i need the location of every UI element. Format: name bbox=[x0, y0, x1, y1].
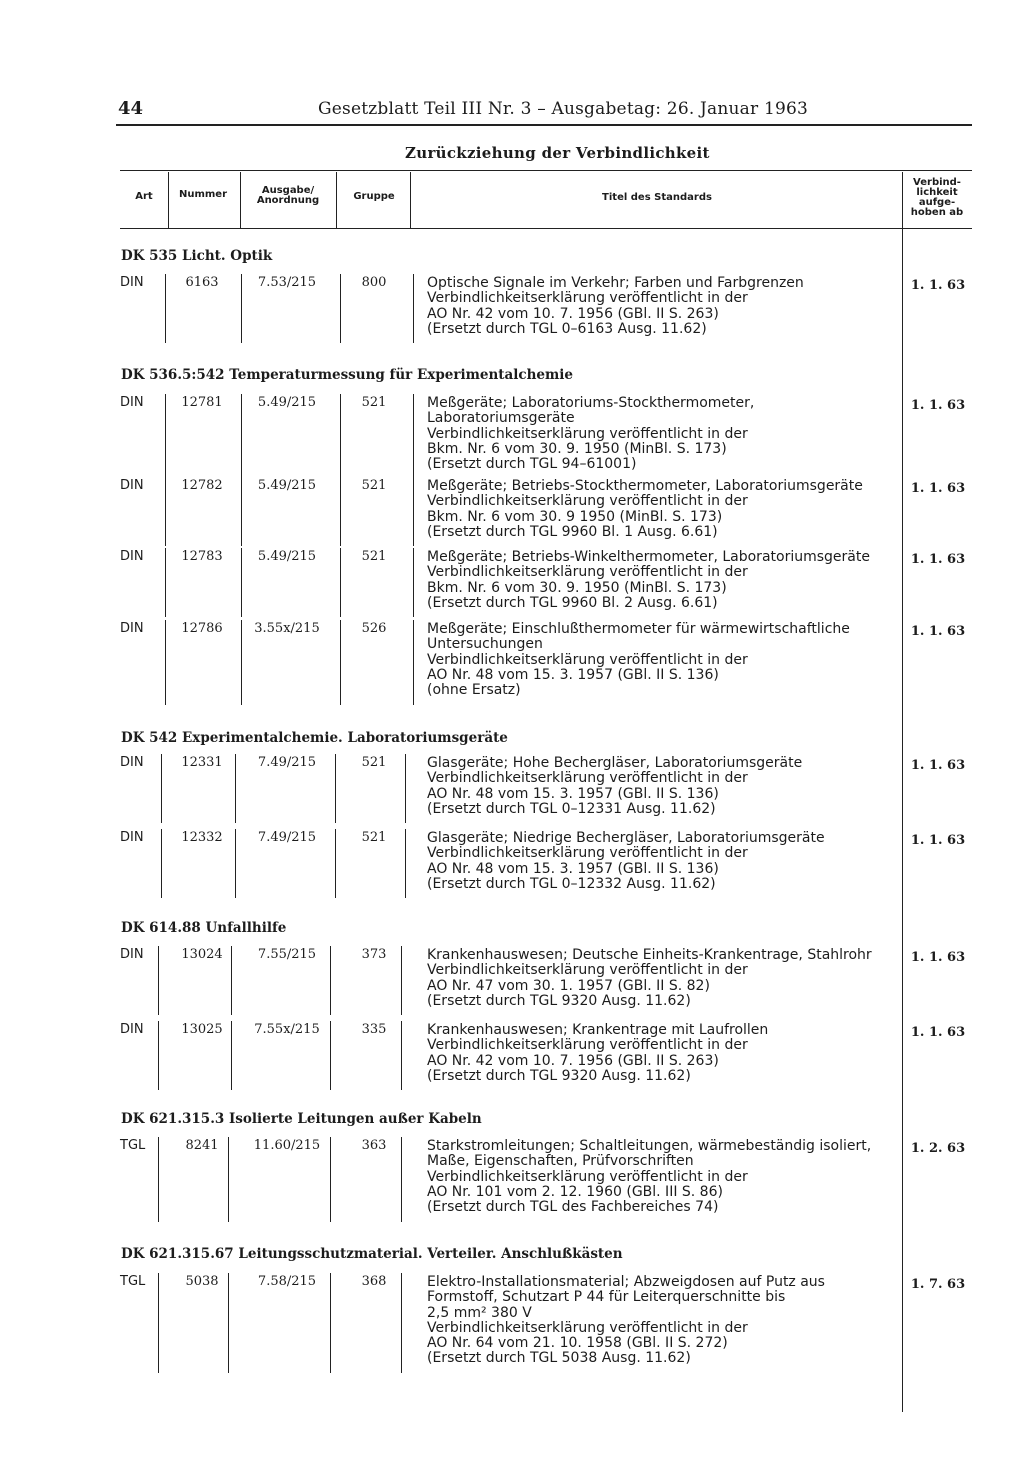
cell-gruppe: 526 bbox=[361, 621, 387, 636]
column-divider bbox=[158, 946, 159, 1015]
titel-line: Bkm. Nr. 6 vom 30. 9. 1950 (MinBl. S. 173) bbox=[427, 440, 727, 457]
column-divider bbox=[330, 1137, 331, 1222]
titel-line: Laboratoriumsgeräte bbox=[427, 410, 575, 427]
cell-art: DIN bbox=[120, 1022, 144, 1037]
cell-datum: 1. 1. 63 bbox=[910, 278, 966, 293]
titel-line: Verbindlichkeitserklärung veröffentlicht in der bbox=[427, 1168, 748, 1185]
cell-titel bbox=[427, 479, 863, 540]
column-divider bbox=[401, 946, 402, 1015]
cell-datum: 1. 1. 63 bbox=[910, 481, 966, 496]
cell-nummer: 12786 bbox=[181, 621, 223, 636]
titel-line: Meßgeräte; Betriebs-Stockthermometer, Laboratoriumsgeräte bbox=[427, 478, 863, 494]
cell-ausgabe: 3.55x/215 bbox=[254, 621, 320, 636]
column-divider bbox=[335, 754, 336, 823]
cell-datum: 1. 1. 63 bbox=[910, 552, 966, 567]
cell-art: TGL bbox=[120, 1138, 146, 1153]
cell-datum: 1. 7. 63 bbox=[910, 1277, 966, 1292]
column-divider bbox=[336, 172, 337, 228]
cell-titel bbox=[427, 1023, 768, 1084]
cell-nummer: 8241 bbox=[185, 1138, 219, 1153]
titel-line: Meßgeräte; Einschlußthermometer für wärmewirtschaftliche bbox=[427, 621, 850, 637]
cell-ausgabe: 5.49/215 bbox=[257, 478, 317, 493]
cell-nummer: 5038 bbox=[185, 1274, 219, 1289]
column-divider bbox=[161, 829, 162, 898]
titel-line: Maße, Eigenschaften, Prüfvorschriften bbox=[427, 1153, 694, 1170]
column-divider bbox=[231, 1021, 232, 1090]
column-divider bbox=[241, 274, 242, 343]
titel-line: Krankenhauswesen; Krankentrage mit Laufrollen bbox=[427, 1022, 769, 1038]
column-divider bbox=[165, 477, 166, 546]
column-header-verbindlich: Verbind- lichkeit aufge- hoben ab bbox=[910, 177, 964, 218]
titel-line: AO Nr. 42 vom 10. 7. 1956 (GBl. II S. 263) bbox=[427, 1052, 719, 1069]
titel-line: (Ersetzt durch TGL 0–6163 Ausg. 11.62) bbox=[427, 320, 707, 337]
cell-ausgabe: 5.49/215 bbox=[257, 549, 317, 564]
column-divider bbox=[158, 1273, 159, 1373]
running-title: Gesetzblatt Teil III Nr. 3 – Ausgabetag: 26. Januar 1963 bbox=[318, 99, 809, 119]
column-divider bbox=[413, 274, 414, 343]
column-divider bbox=[410, 172, 411, 228]
column-divider bbox=[340, 620, 341, 705]
titel-line: Untersuchungen bbox=[427, 636, 543, 653]
column-header-titel: Titel des Standards bbox=[602, 192, 712, 203]
titel-line: (Ersetzt durch TGL 0–12332 Ausg. 11.62) bbox=[427, 875, 716, 892]
cell-titel bbox=[427, 1275, 825, 1367]
cell-gruppe: 373 bbox=[361, 947, 387, 962]
titel-line: Verbindlichkeitserklärung veröffentlicht in der bbox=[427, 1319, 748, 1336]
column-divider bbox=[405, 829, 406, 898]
cell-ausgabe: 7.58/215 bbox=[257, 1274, 317, 1289]
cell-ausgabe: 7.49/215 bbox=[257, 755, 317, 770]
titel-line: (Ersetzt durch TGL 9320 Ausg. 11.62) bbox=[427, 992, 691, 1009]
cell-ausgabe: 7.49/215 bbox=[257, 830, 317, 845]
column-divider bbox=[335, 829, 336, 898]
titel-line: (Ersetzt durch TGL 9320 Ausg. 11.62) bbox=[427, 1067, 691, 1084]
titel-line: Starkstromleitungen; Schaltleitungen, wärmebeständig isoliert, bbox=[427, 1138, 872, 1154]
table-header-bottom-rule bbox=[120, 228, 972, 229]
column-divider bbox=[340, 477, 341, 546]
column-divider bbox=[241, 548, 242, 617]
cell-nummer: 13025 bbox=[181, 1022, 223, 1037]
column-divider bbox=[413, 620, 414, 705]
column-divider bbox=[240, 172, 241, 228]
cell-art: DIN bbox=[120, 755, 144, 770]
titel-line: Meßgeräte; Laboratoriums-Stockthermometer, bbox=[427, 395, 755, 411]
column-divider bbox=[228, 1273, 229, 1373]
group-heading: DK 535 Licht. Optik bbox=[121, 248, 273, 264]
titel-line: (Ersetzt durch TGL 0–12331 Ausg. 11.62) bbox=[427, 800, 716, 817]
titel-line: Elektro-Installationsmaterial; Abzweigdosen auf Putz aus bbox=[427, 1274, 825, 1290]
cell-titel bbox=[427, 276, 804, 337]
column-header-nummer: Nummer bbox=[178, 189, 228, 200]
column-divider bbox=[235, 754, 236, 823]
cell-art: TGL bbox=[120, 1274, 146, 1289]
titel-line: Glasgeräte; Niedrige Bechergläser, Laboratoriumsgeräte bbox=[427, 830, 825, 846]
group-heading: DK 621.315.3 Isolierte Leitungen außer Kabeln bbox=[121, 1111, 482, 1127]
column-divider bbox=[340, 394, 341, 479]
page-number: 44 bbox=[118, 98, 144, 119]
column-divider bbox=[330, 1273, 331, 1373]
cell-nummer: 6163 bbox=[185, 275, 219, 290]
titel-line: Verbindlichkeitserklärung veröffentlicht in der bbox=[427, 770, 748, 787]
titel-line: AO Nr. 48 vom 15. 3. 1957 (GBl. II S. 136) bbox=[427, 860, 719, 877]
header-rule bbox=[116, 124, 972, 126]
section-title: Zurückziehung der Verbindlichkeit bbox=[405, 144, 710, 162]
column-divider bbox=[165, 274, 166, 343]
titel-line: Verbindlichkeitserklärung veröffentlicht in der bbox=[427, 564, 748, 581]
cell-ausgabe: 7.55x/215 bbox=[254, 1022, 320, 1037]
titel-line: Formstoff, Schutzart P 44 für Leiterquerschnitte bis bbox=[427, 1289, 786, 1306]
titel-line: (Ersetzt durch TGL 94–61001) bbox=[427, 456, 637, 473]
cell-gruppe: 335 bbox=[361, 1022, 387, 1037]
cell-datum: 1. 1. 63 bbox=[910, 950, 966, 965]
column-header-gruppe: Gruppe bbox=[353, 191, 395, 202]
group-heading: DK 621.315.67 Leitungsschutzmaterial. Verteiler. Anschlußkästen bbox=[121, 1246, 623, 1262]
cell-gruppe: 800 bbox=[361, 275, 387, 290]
titel-line: 2,5 mm² 380 V bbox=[427, 1304, 532, 1321]
column-divider bbox=[413, 394, 414, 479]
cell-datum: 1. 1. 63 bbox=[910, 1025, 966, 1040]
column-divider bbox=[228, 1137, 229, 1222]
titel-line: Verbindlichkeitserklärung veröffentlicht in der bbox=[427, 425, 748, 442]
titel-line: Optische Signale im Verkehr; Farben und Farbgrenzen bbox=[427, 275, 804, 291]
table-header-top-rule bbox=[120, 170, 972, 171]
titel-line: AO Nr. 47 vom 30. 1. 1957 (GBl. II S. 82) bbox=[427, 977, 710, 994]
column-divider bbox=[340, 548, 341, 617]
column-divider bbox=[165, 548, 166, 617]
column-divider bbox=[330, 946, 331, 1015]
date-column-divider bbox=[902, 172, 903, 1412]
cell-titel bbox=[427, 831, 825, 892]
cell-art: DIN bbox=[120, 275, 144, 290]
titel-line: Krankenhauswesen; Deutsche Einheits-Krankentrage, Stahlrohr bbox=[427, 947, 872, 963]
column-divider bbox=[401, 1137, 402, 1222]
cell-nummer: 12331 bbox=[181, 755, 223, 770]
cell-nummer: 12781 bbox=[181, 395, 223, 410]
column-divider bbox=[165, 394, 166, 479]
cell-ausgabe: 11.60/215 bbox=[253, 1138, 321, 1153]
cell-ausgabe: 7.53/215 bbox=[257, 275, 317, 290]
cell-gruppe: 521 bbox=[361, 830, 387, 845]
titel-line: (ohne Ersatz) bbox=[427, 682, 521, 699]
cell-gruppe: 521 bbox=[361, 755, 387, 770]
titel-line: Glasgeräte; Hohe Bechergläser, Laboratoriumsgeräte bbox=[427, 755, 803, 771]
cell-gruppe: 521 bbox=[361, 549, 387, 564]
cell-gruppe: 521 bbox=[361, 395, 387, 410]
cell-art: DIN bbox=[120, 478, 144, 493]
group-heading: DK 614.88 Unfallhilfe bbox=[121, 920, 287, 936]
column-divider bbox=[231, 946, 232, 1015]
cell-nummer: 12782 bbox=[181, 478, 223, 493]
cell-gruppe: 368 bbox=[361, 1274, 387, 1289]
titel-line: Verbindlichkeitserklärung veröffentlicht in der bbox=[427, 1037, 748, 1054]
column-header-ausgabe: Ausgabe/ Anordnung bbox=[256, 185, 320, 206]
titel-line: AO Nr. 42 vom 10. 7. 1956 (GBl. II S. 263) bbox=[427, 305, 719, 322]
titel-line: Verbindlichkeitserklärung veröffentlicht in der bbox=[427, 290, 748, 307]
column-divider bbox=[405, 754, 406, 823]
column-divider bbox=[340, 274, 341, 343]
column-divider bbox=[401, 1021, 402, 1090]
cell-gruppe: 521 bbox=[361, 478, 387, 493]
column-divider bbox=[241, 477, 242, 546]
cell-titel bbox=[427, 948, 872, 1009]
column-divider bbox=[235, 829, 236, 898]
titel-line: (Ersetzt durch TGL 9960 Bl. 2 Ausg. 6.61) bbox=[427, 594, 718, 611]
cell-art: DIN bbox=[120, 549, 144, 564]
cell-datum: 1. 1. 63 bbox=[910, 398, 966, 413]
column-divider bbox=[413, 477, 414, 546]
cell-nummer: 12332 bbox=[181, 830, 223, 845]
cell-titel bbox=[427, 396, 754, 472]
group-heading: DK 542 Experimentalchemie. Laboratoriumsgeräte bbox=[121, 730, 508, 746]
titel-line: (Ersetzt durch TGL 5038 Ausg. 11.62) bbox=[427, 1350, 691, 1367]
column-divider bbox=[330, 1021, 331, 1090]
column-divider bbox=[165, 620, 166, 705]
cell-gruppe: 363 bbox=[361, 1138, 387, 1153]
group-heading: DK 536.5:542 Temperaturmessung für Experimentalchemie bbox=[121, 367, 574, 383]
titel-line: Verbindlichkeitserklärung veröffentlicht in der bbox=[427, 651, 748, 668]
column-divider bbox=[241, 394, 242, 479]
cell-art: DIN bbox=[120, 947, 144, 962]
cell-ausgabe: 7.55/215 bbox=[257, 947, 317, 962]
cell-nummer: 13024 bbox=[181, 947, 223, 962]
column-divider bbox=[161, 754, 162, 823]
column-divider bbox=[401, 1273, 402, 1373]
titel-line: Meßgeräte; Betriebs-Winkelthermometer, Laboratoriumsgeräte bbox=[427, 549, 870, 565]
titel-line: Bkm. Nr. 6 vom 30. 9 1950 (MinBl. S. 173) bbox=[427, 508, 723, 525]
cell-art: DIN bbox=[120, 621, 144, 636]
titel-line: (Ersetzt durch TGL 9960 Bl. 1 Ausg. 6.61) bbox=[427, 523, 718, 540]
cell-titel bbox=[427, 756, 802, 817]
cell-datum: 1. 1. 63 bbox=[910, 833, 966, 848]
titel-line: AO Nr. 101 vom 2. 12. 1960 (GBl. III S. 86) bbox=[427, 1183, 723, 1200]
column-header-art: Art bbox=[135, 191, 153, 202]
cell-nummer: 12783 bbox=[181, 549, 223, 564]
titel-line: Verbindlichkeitserklärung veröffentlicht in der bbox=[427, 962, 748, 979]
cell-art: DIN bbox=[120, 395, 144, 410]
titel-line: AO Nr. 64 vom 21. 10. 1958 (GBl. II S. 272) bbox=[427, 1335, 728, 1352]
cell-titel bbox=[427, 622, 850, 698]
titel-line: Verbindlichkeitserklärung veröffentlicht in der bbox=[427, 845, 748, 862]
cell-art: DIN bbox=[120, 830, 144, 845]
cell-titel bbox=[427, 1139, 871, 1215]
column-divider bbox=[168, 172, 169, 228]
cell-datum: 1. 1. 63 bbox=[910, 624, 966, 639]
column-divider bbox=[241, 620, 242, 705]
titel-line: Bkm. Nr. 6 vom 30. 9. 1950 (MinBl. S. 173) bbox=[427, 579, 727, 596]
titel-line: AO Nr. 48 vom 15. 3. 1957 (GBl. II S. 136) bbox=[427, 666, 719, 683]
cell-ausgabe: 5.49/215 bbox=[257, 395, 317, 410]
column-divider bbox=[158, 1137, 159, 1222]
cell-datum: 1. 2. 63 bbox=[910, 1141, 966, 1156]
titel-line: Verbindlichkeitserklärung veröffentlicht in der bbox=[427, 493, 748, 510]
column-divider bbox=[158, 1021, 159, 1090]
titel-line: AO Nr. 48 vom 15. 3. 1957 (GBl. II S. 136) bbox=[427, 785, 719, 802]
column-divider bbox=[413, 548, 414, 617]
titel-line: (Ersetzt durch TGL des Fachbereiches 74) bbox=[427, 1199, 719, 1216]
cell-datum: 1. 1. 63 bbox=[910, 758, 966, 773]
cell-titel bbox=[427, 550, 870, 611]
